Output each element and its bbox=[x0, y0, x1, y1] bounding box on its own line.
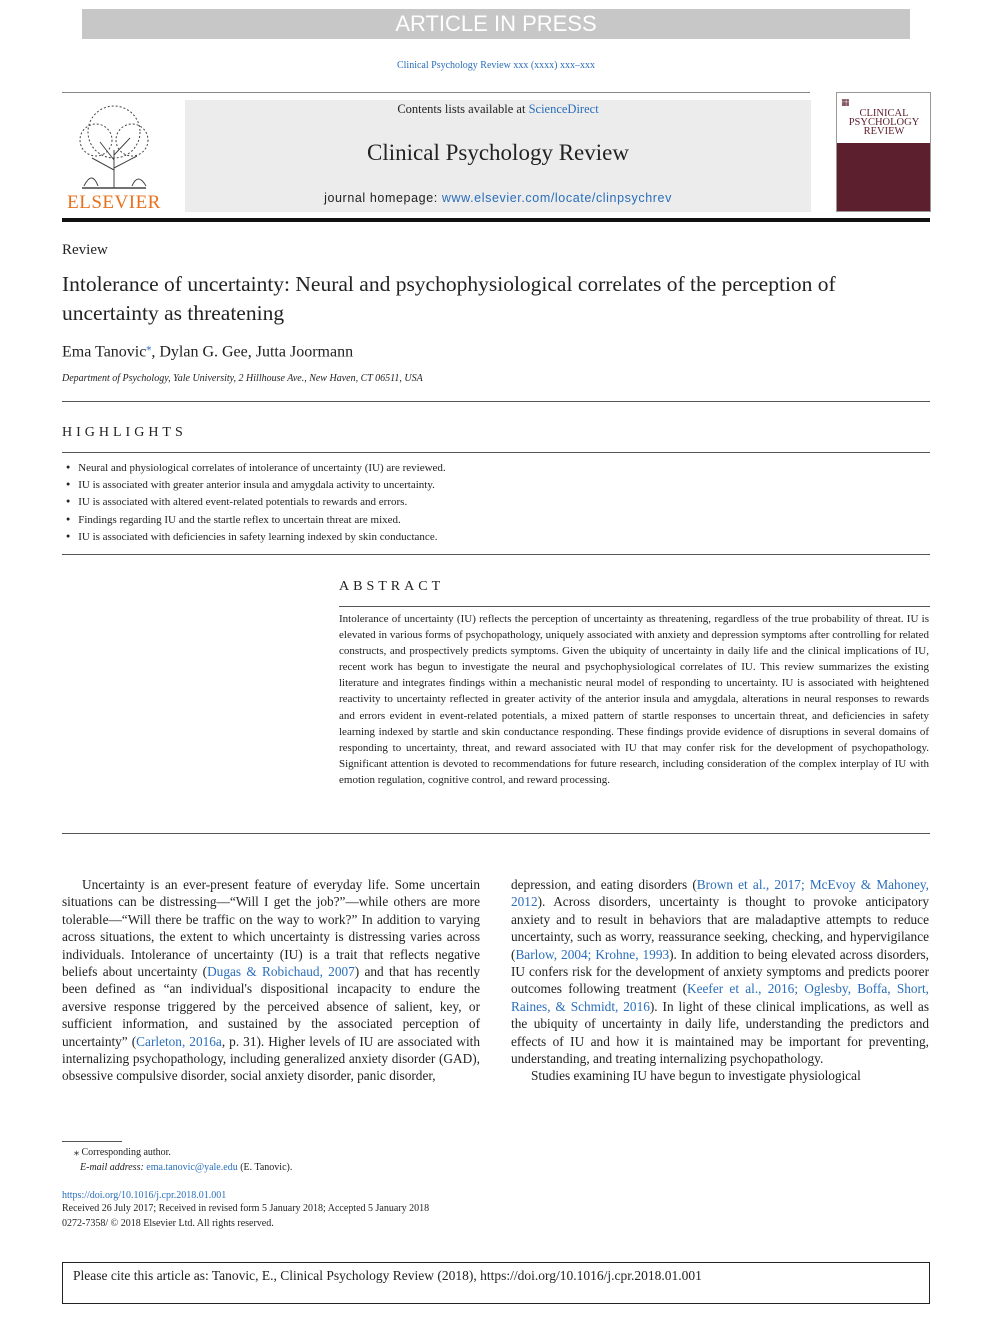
doi-link[interactable]: https://doi.org/10.1016/j.cpr.2018.01.001 bbox=[62, 1190, 227, 1201]
contents-line bbox=[185, 102, 811, 117]
body-text: ). In addition to being elevated across disorders, IU confers risk for the development of anxiety symptoms and predicts poorer outcomes following treatment ( bbox=[511, 946, 929, 997]
citation-link[interactable]: Brown et al., 2017; McEvoy & Mahoney, 2012 bbox=[511, 877, 929, 910]
body-text: ). In light of these clinical implications, as well as the ubiquity of uncertainty in daily life, understanding the predictors and effects of IU and how it is maintained may be important for preventing, understanding, and treating internalizing psychopathology. bbox=[511, 998, 930, 1067]
corresponding-author-note: ⁎ Corresponding author. bbox=[74, 1147, 171, 1158]
list-item: ● IU is associated with deficiencies in safety learning indexed by skin conductance. bbox=[66, 529, 446, 546]
email-link[interactable]: ema.tanovic@yale.edu bbox=[146, 1162, 238, 1173]
journal-reference-link[interactable]: Clinical Psychology Review xxx (xxxx) xxx–xxx bbox=[396, 60, 596, 71]
header-divider bbox=[62, 218, 930, 222]
citation-link[interactable]: Keefer et al., 2016; Oglesby, Boffa, Short, Raines, & Schmidt, 2016 bbox=[511, 981, 929, 1014]
journal-homepage bbox=[185, 191, 811, 205]
journal-header bbox=[185, 100, 811, 212]
header-top-rule bbox=[62, 92, 810, 93]
body-text: ) and that has recently been defined as “an individual's dispositional incapacity to endure the aversive response triggered by the perceived absence of salient, key, or sufficient information, and sustained by the associated perception of uncertainty” ( bbox=[62, 964, 480, 1049]
citation-link[interactable]: Dugas & Robichaud, 2007 bbox=[207, 964, 355, 980]
copyright: 0272-7358/ © 2018 Elsevier Ltd. All rights reserved. bbox=[62, 1218, 274, 1229]
cover-logo-icon: ▦ bbox=[841, 97, 850, 107]
cover-title: CLINICAL PSYCHOLOGY REVIEW bbox=[848, 108, 920, 137]
sciencedirect-link[interactable]: ScienceDirect bbox=[528, 102, 599, 116]
body-paragraph bbox=[62, 876, 480, 1085]
footnote-divider bbox=[62, 1141, 122, 1142]
author-name[interactable]: Ema Tanovic bbox=[62, 343, 147, 361]
body-paragraph bbox=[511, 876, 929, 1067]
article-title: Intolerance of uncertainty: Neural and psychophysiological correlates of the perception of uncertainty as threatening bbox=[62, 272, 836, 325]
contents-prefix: Contents lists available at bbox=[397, 102, 529, 116]
article-in-press-banner: ARTICLE IN PRESS bbox=[82, 9, 910, 39]
affiliation: Department of Psychology, Yale University, 2 Hillhouse Ave., New Haven, CT 06511, USA bbox=[62, 373, 423, 384]
list-item: ● IU is associated with greater anterior insula and amygdala activity to uncertainty. bbox=[66, 477, 446, 494]
corresponding-author-mark[interactable]: ⁎ bbox=[146, 342, 152, 353]
body-text: ). Across disorders, uncertainty is thought to provoke anticipatory anxiety and to result in behaviors that are maladaptive attempts to reduce uncertainty, such as worry, reassurance seeking, checking, and hypervigilance ( bbox=[511, 894, 929, 962]
email-label: E-mail address: bbox=[80, 1162, 147, 1173]
author-names-rest[interactable]: , Dylan G. Gee, Jutta Joormann bbox=[151, 343, 354, 361]
body-text: depression, and eating disorders ( bbox=[511, 877, 697, 892]
highlights-list bbox=[66, 460, 446, 546]
list-item: ● Neural and physiological correlates of intolerance of uncertainty (IU) are reviewed. bbox=[66, 460, 446, 477]
section-divider bbox=[62, 554, 930, 555]
list-item: ● Findings regarding IU and the startle reflex to uncertain threat are mixed. bbox=[66, 512, 446, 529]
homepage-label: journal homepage: bbox=[324, 191, 442, 205]
highlights-heading: HIGHLIGHTS bbox=[62, 425, 187, 440]
author-list bbox=[62, 342, 353, 361]
citation-box bbox=[62, 1262, 930, 1304]
section-divider bbox=[339, 606, 930, 607]
body-column-left bbox=[62, 876, 480, 1085]
body-column-right bbox=[511, 876, 929, 1085]
body-paragraph: Studies examining IU have begun to investigate physiological bbox=[531, 1068, 861, 1084]
email-note bbox=[80, 1162, 292, 1173]
journal-cover-image bbox=[836, 92, 931, 212]
citation-link[interactable]: Barlow, 2004; Krohne, 1993 bbox=[515, 946, 670, 962]
abstract-text: Intolerance of uncertainty (IU) reflects the perception of uncertainty as threatening, regardless of the true probability of threat. IU is elevated in various forms of psychopathology, uniquely associated with anxiety and depression symptoms after controlling for related constructs, and prospectively predicts symptoms. Given the ubiquity of uncertainty in daily life and the clinical implications of IU, recent work has begun to investigate the neural and psychophysiological correlates of IU. This review summarizes the existing literature and integrates findings within a mechanistic neural model of responding to uncertainty. IU is associated with heightened reactivity to uncertainty reflected in greater activity of the anterior insula and amygdala, alterations in neural responses to rewards and errors evident in event-related potentials, a mixed pattern of startle responses to uncertain threat, and deficiencies in safety learning indexed by startle and skin conductance responding. These findings provide evidence of disruptions in several domains of responding to uncertainty, threat, and reward associated with IU that may confer risk for the development of psychopathology. Significant attention is devoted to recommendations for future research, including consideration of the complex interplay of IU with emotion regulation, cognitive control, and reward processing. bbox=[339, 613, 929, 786]
section-divider bbox=[62, 452, 930, 453]
elsevier-logo-text: ELSEVIER bbox=[67, 192, 161, 213]
received-dates: Received 26 July 2017; Received in revised form 5 January 2018; Accepted 5 January 2018 bbox=[62, 1203, 430, 1214]
abstract-heading: ABSTRACT bbox=[339, 579, 445, 594]
article-type: Review bbox=[62, 242, 108, 258]
body-text: Uncertainty is an ever-present feature of everyday life. Some uncertain situations can be distressing—“Will I get the job?”—while others are more tolerable—“Will there be traffic on the way to work?” In addition to varying across situations, the extent to which uncertainty is distressing varies across individuals. Intolerance of uncertainty (IU) is a trait that reflects negative beliefs about uncertainty ( bbox=[62, 877, 480, 980]
citation-text: Please cite this article as: Tanovic, E., Clinical Psychology Review (2018), https://doi.org/10.1016/j.cpr.2018.01.001 bbox=[73, 1268, 702, 1283]
journal-title: Clinical Psychology Review bbox=[367, 140, 629, 165]
section-divider bbox=[62, 401, 930, 402]
list-item: ● IU is associated with altered event-related potentials to rewards and errors. bbox=[66, 494, 446, 511]
email-suffix: (E. Tanovic). bbox=[237, 1162, 293, 1173]
homepage-link[interactable]: www.elsevier.com/locate/clinpsychrev bbox=[441, 191, 672, 205]
body-text: , p. 31). Higher levels of IU are associated with internalizing psychopathology, including generalized anxiety disorder (GAD), obsessive compulsive disorder, social anxiety disorder, panic disorder, bbox=[62, 1033, 480, 1084]
section-divider bbox=[62, 833, 930, 834]
citation-link[interactable]: Carleton, 2016a bbox=[136, 1033, 222, 1049]
